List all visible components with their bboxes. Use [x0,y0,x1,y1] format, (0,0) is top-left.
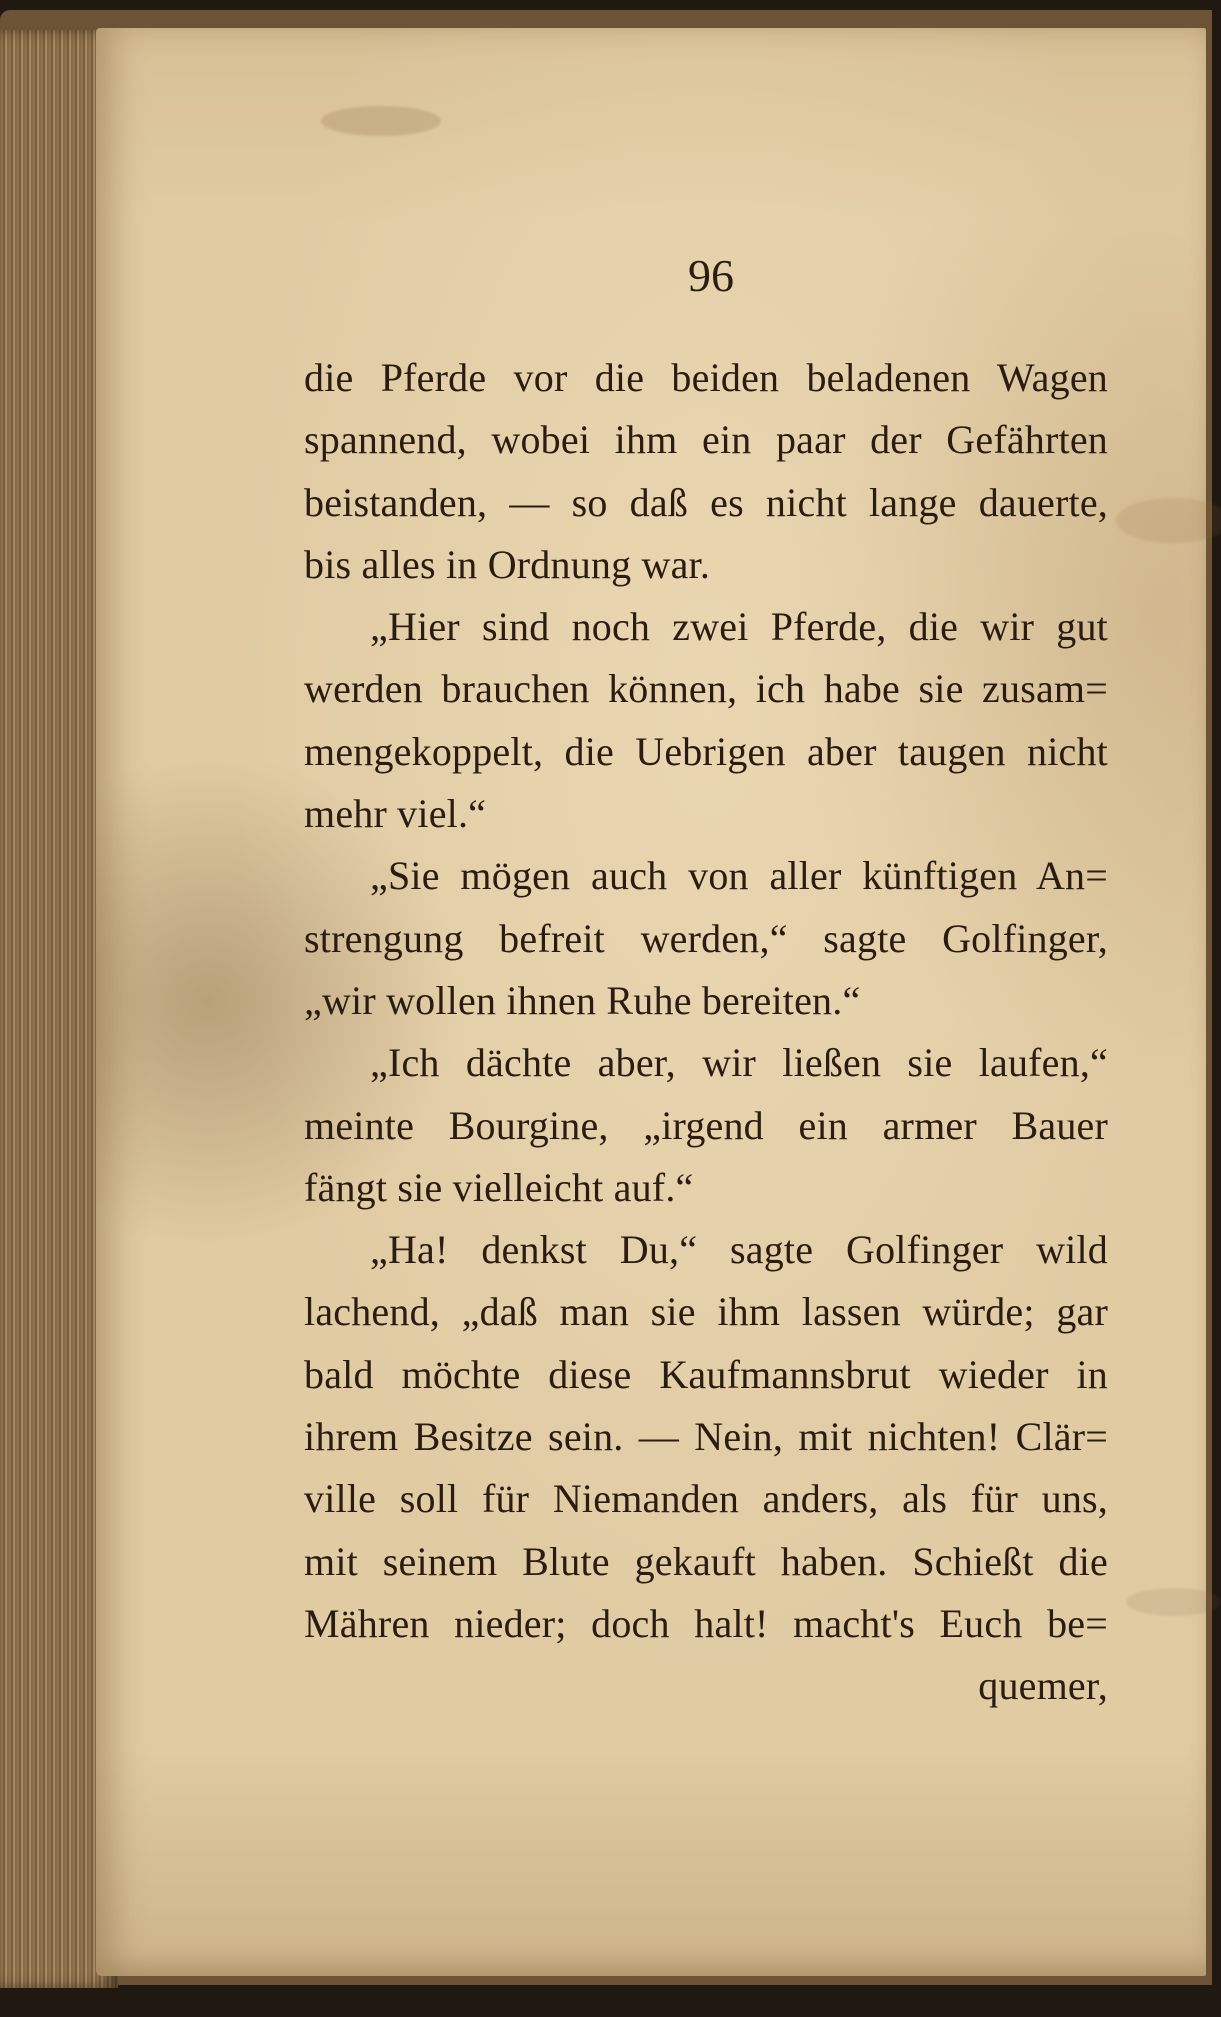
text-line: bis alles in Ordnung war. [304,541,711,587]
page-number: 96 [688,250,734,301]
text-line: strengung befreit werden,“ sagte Golfinger, [304,915,1108,961]
text-line: beistanden, — so daß es nicht lange dauerte, [304,479,1108,525]
text-line: spannend, wobei ihm ein paar der Gefährten [304,417,1108,463]
text-line: „Hier sind noch zwei Pferde, die wir gut [370,604,1108,650]
text-line: mit seinem Blute gekauft haben. Schießt die [304,1538,1108,1584]
text-line: mengekoppelt, die Uebrigen aber taugen nicht [304,728,1108,774]
paper-stain [321,106,441,136]
text-line: „Ha! denkst Du,“ sagte Golfinger wild [370,1227,1108,1273]
text-line: fängt sie vielleicht auf.“ [304,1164,694,1210]
catchword: quemer, [978,1663,1108,1709]
page-text-block [304,347,1108,1718]
paper-stain [1116,498,1221,543]
text-line: ihrem Besitze sein. — Nein, mit nichten! Clär= [304,1414,1108,1460]
text-line: werden brauchen können, ich habe sie zusam= [304,666,1108,712]
text-line: lachend, „daß man sie ihm lassen würde; gar [304,1289,1108,1335]
text-line: meinte Bourgine, „irgend ein armer Bauer [304,1102,1108,1148]
text-line: bald möchte diese Kaufmannsbrut wieder in [304,1351,1108,1397]
text-line: Mähren nieder; doch halt! macht's Euch be= [304,1600,1108,1646]
paper-stain [1126,1588,1221,1616]
text-line: „Sie mögen auch von aller künftigen An= [370,853,1108,899]
text-line: mehr viel.“ [304,791,487,837]
text-line: „wir wollen ihnen Ruhe bereiten.“ [304,977,861,1023]
text-line: die Pferde vor die beiden beladenen Wagen [304,355,1108,400]
text-line: „Ich dächte aber, wir ließen sie laufen,“ [370,1040,1108,1086]
text-line: ville soll für Niemanden anders, als für uns, [304,1476,1108,1522]
